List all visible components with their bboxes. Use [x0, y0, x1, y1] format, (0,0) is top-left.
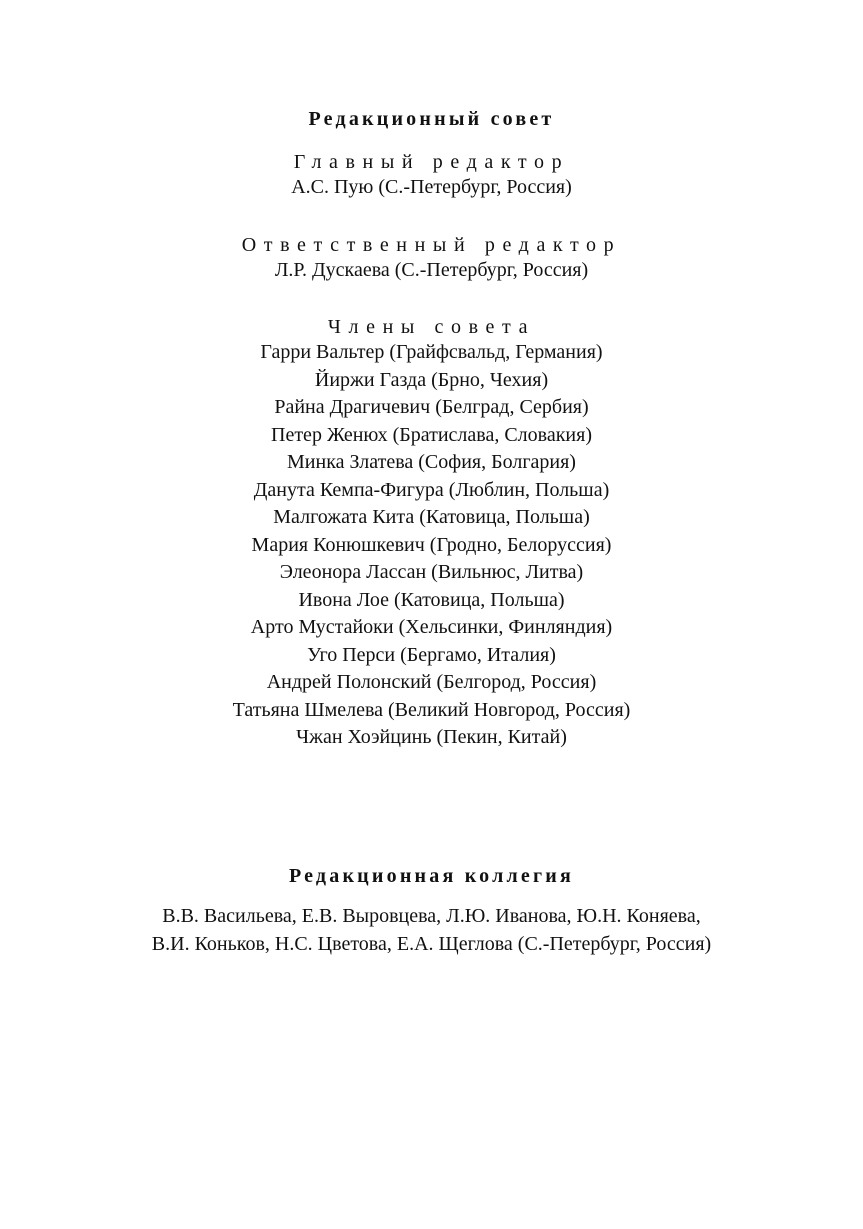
executive-editor-role: Ответственный редактор: [241, 234, 622, 256]
board-member: Элеонора Лассан (Вильнюс, Литва): [279, 561, 584, 583]
chief-editor-section: [0, 150, 863, 202]
board-members-list: [0, 339, 863, 752]
board-member: Чжан Хоэйцинь (Пекин, Китай): [296, 726, 567, 748]
executive-editor-name: Л.Р. Дускаева (С.-Петербург, Россия): [274, 259, 589, 281]
board-members-role: Члены совета: [327, 316, 536, 338]
board-member: Минка Златева (София, Болгария): [287, 451, 576, 473]
board-members-section: [0, 315, 863, 752]
chief-editor-role: Главный редактор: [293, 151, 570, 173]
board-member: Татьяна Шмелева (Великий Новгород, Россия): [232, 698, 631, 721]
editorial-college-members: [0, 903, 863, 958]
board-member: Данута Кемпа-Фигура (Люблин, Польша): [253, 478, 610, 501]
board-member: Райна Драгичевич (Белград, Сербия): [274, 396, 589, 418]
board-member: Малгожата Кита (Катовица, Польша): [273, 506, 590, 528]
board-member: Андрей Полонский (Белгород, Россия): [266, 671, 597, 693]
board-member: Гарри Вальтер (Грайфсвальд, Германия): [260, 341, 603, 363]
board-member: Йиржи Газда (Брно, Чехия): [314, 368, 549, 391]
board-member: Петер Женюх (Братислава, Словакия): [271, 423, 592, 446]
board-member: Ивона Лое (Катовица, Польша): [298, 588, 565, 611]
board-member: Уго Перси (Бергамо, Италия): [307, 643, 556, 666]
editorial-college-line: В.В. Васильева, Е.В. Выровцева, Л.Ю. Иванова, Ю.Н. Коняева,: [162, 905, 701, 927]
chief-editor-name: А.С. Пую (С.-Петербург, Россия): [291, 176, 572, 198]
editorial-college-line: В.И. Коньков, Н.С. Цветова, Е.А. Щеглова (С.-Петербург, Россия): [151, 932, 712, 955]
executive-editor-section: [0, 233, 863, 285]
board-member: Мария Конюшкевич (Гродно, Белоруссия): [251, 533, 612, 556]
board-member: Арто Мустайоки (Хельсинки, Финляндия): [250, 616, 613, 638]
editorial-board-title: Редакционный совет: [308, 108, 555, 130]
editorial-college-title: Редакционная коллегия: [288, 865, 575, 887]
